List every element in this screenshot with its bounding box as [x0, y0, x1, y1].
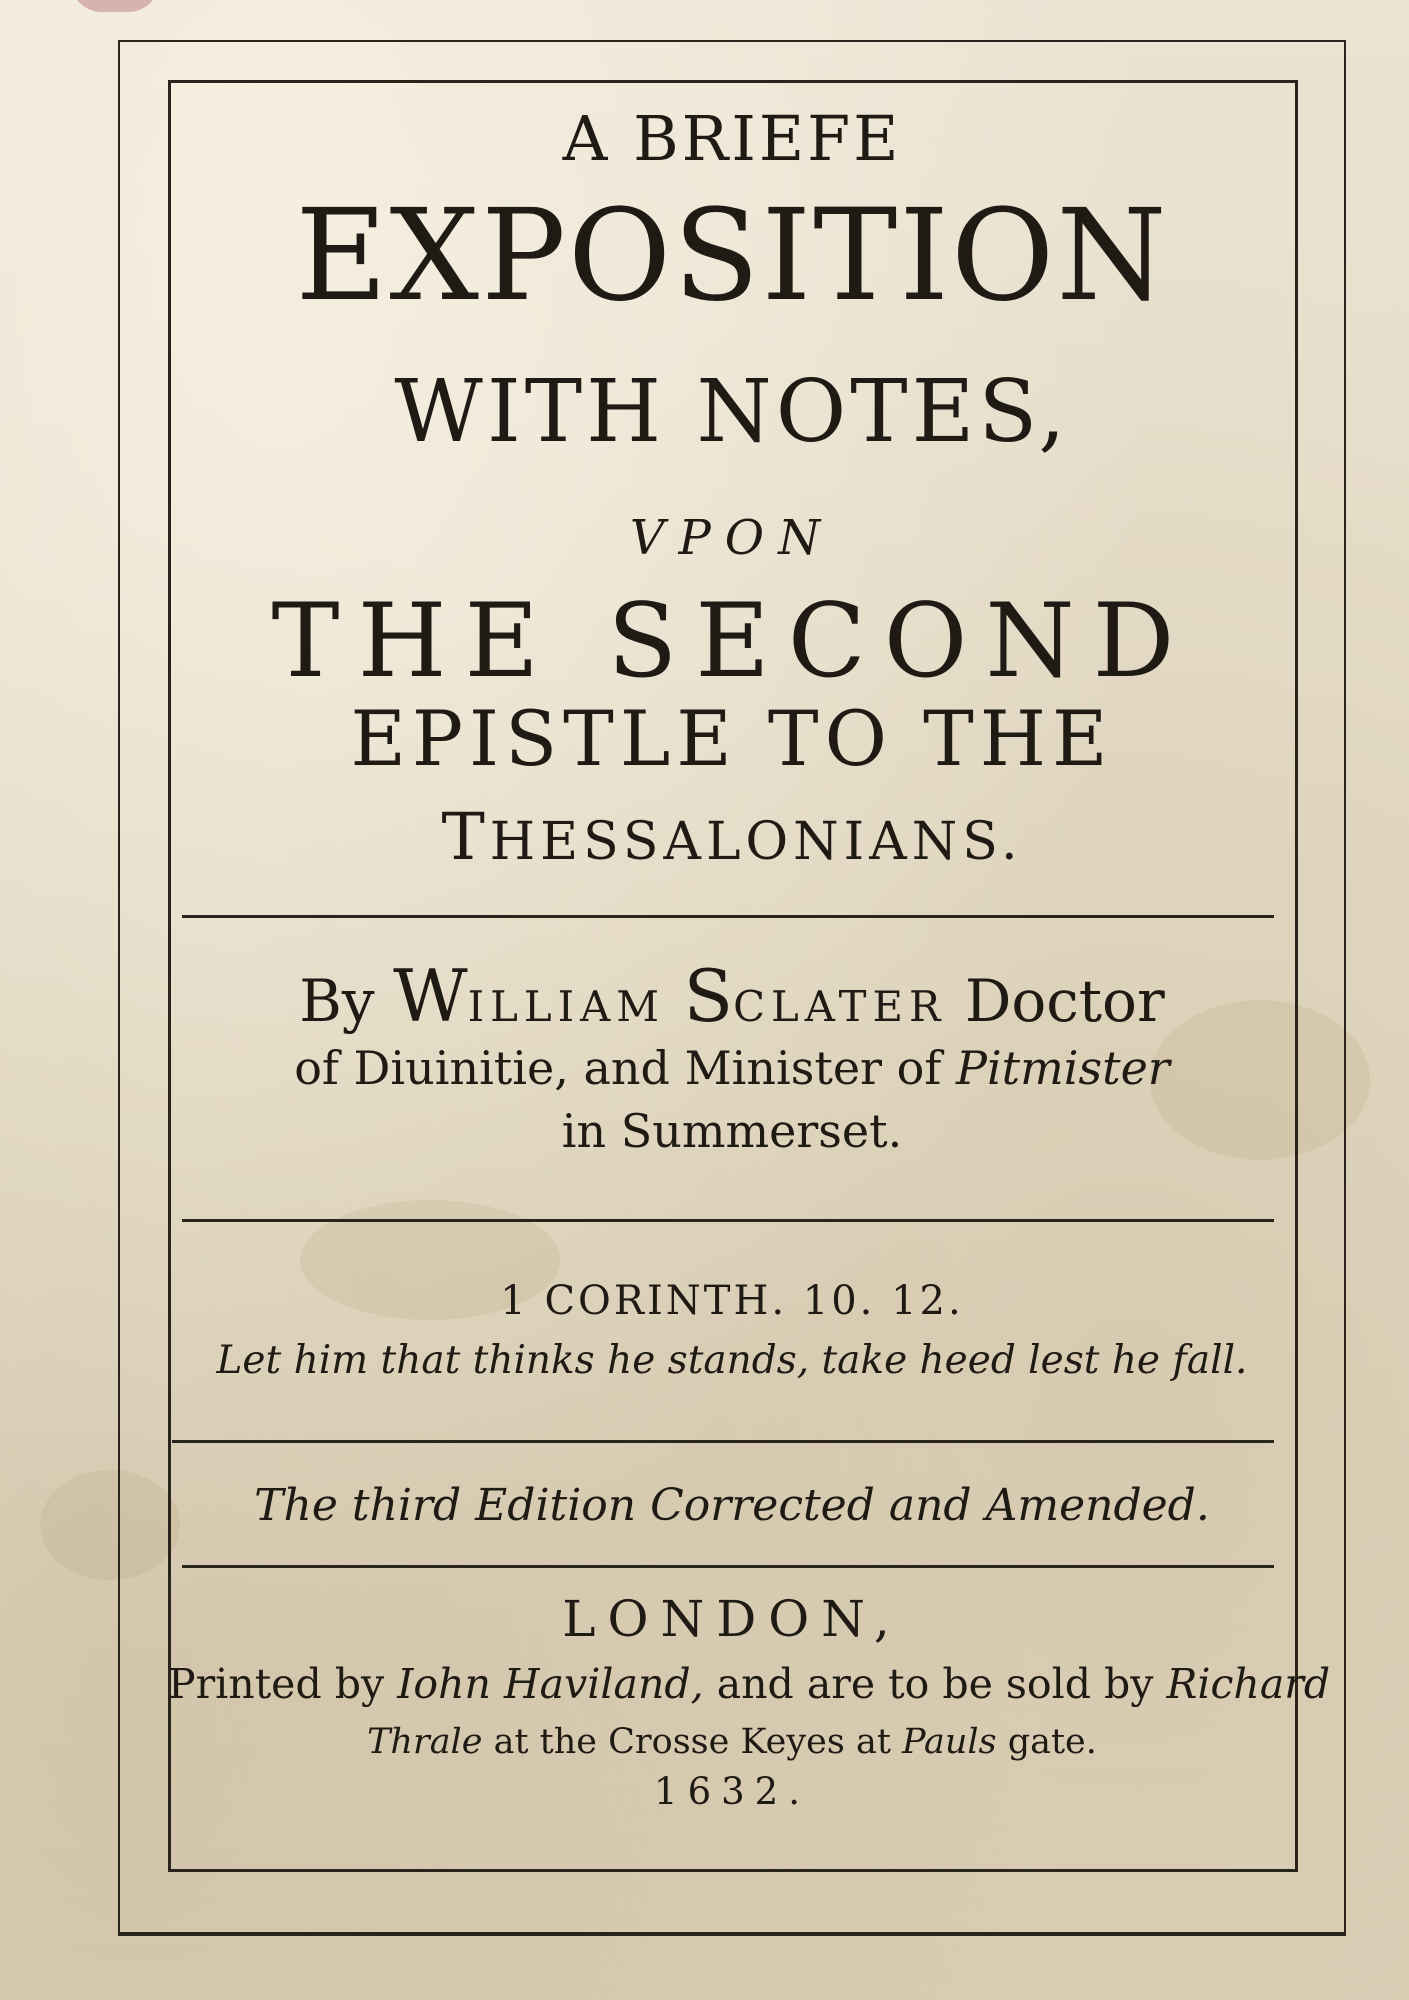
imprint-shop: at the Crosse Keyes at: [493, 1722, 891, 1762]
imprint-seller-last: Thrale: [367, 1722, 483, 1762]
author-office: of Diuinitie, and Minister of: [294, 1041, 942, 1095]
title-line-7: [168, 800, 1296, 875]
title-line-2: EXPOSITION: [295, 182, 1169, 329]
imprint-year: 1632.: [654, 1770, 810, 1813]
imprint-line-3: [168, 1722, 1296, 1762]
imprint-place: Pauls: [902, 1722, 997, 1762]
imprint-city: LONDON,: [562, 1590, 902, 1648]
title-line-3: WITH NOTES,: [394, 362, 1070, 462]
imprint-sold-by: and are to be sold by: [716, 1660, 1154, 1708]
citation-reference: 1 CORINTH. 10. 12.: [500, 1278, 964, 1324]
title-line-1: A BRIEFE: [562, 102, 902, 175]
imprint-gate: gate.: [1007, 1722, 1097, 1762]
author-line-1: [168, 955, 1296, 1039]
author-by: By: [299, 967, 375, 1035]
divider-rule: [182, 1565, 1274, 1568]
title-rest: HESSALONIANS.: [489, 812, 1023, 872]
author-place: Pitmister: [956, 1041, 1170, 1095]
author-initial-s: S: [683, 955, 734, 1039]
title-line-4: VPON: [629, 510, 835, 566]
title-initial: T: [441, 800, 490, 875]
title-line-5: THE SECOND: [271, 582, 1193, 701]
author-surname-rest: CLATER: [733, 982, 947, 1031]
imprint-printed-by: Printed by: [168, 1660, 385, 1708]
divider-rule: [182, 915, 1274, 918]
author-line-2: [168, 1041, 1296, 1095]
title-line-6: EPISTLE TO THE: [350, 694, 1114, 783]
imprint-seller-first: Richard: [1166, 1660, 1331, 1708]
imprint-line-2: [168, 1660, 1331, 1708]
author-initial-w: W: [393, 955, 468, 1039]
author-line-3: in Summerset.: [561, 1104, 903, 1158]
author-title: Doctor: [964, 967, 1165, 1035]
author-name-rest: ILLIAM: [467, 982, 665, 1031]
imprint-printer: Iohn Haviland,: [397, 1660, 704, 1708]
divider-rule: [172, 1440, 1274, 1443]
edition-statement: The third Edition Corrected and Amended.: [254, 1480, 1210, 1531]
citation-quote: Let him that thinks he stands, take heed lest he fall.: [216, 1338, 1248, 1383]
divider-rule: [182, 1219, 1274, 1222]
thumb-fingertip: [70, 0, 160, 12]
